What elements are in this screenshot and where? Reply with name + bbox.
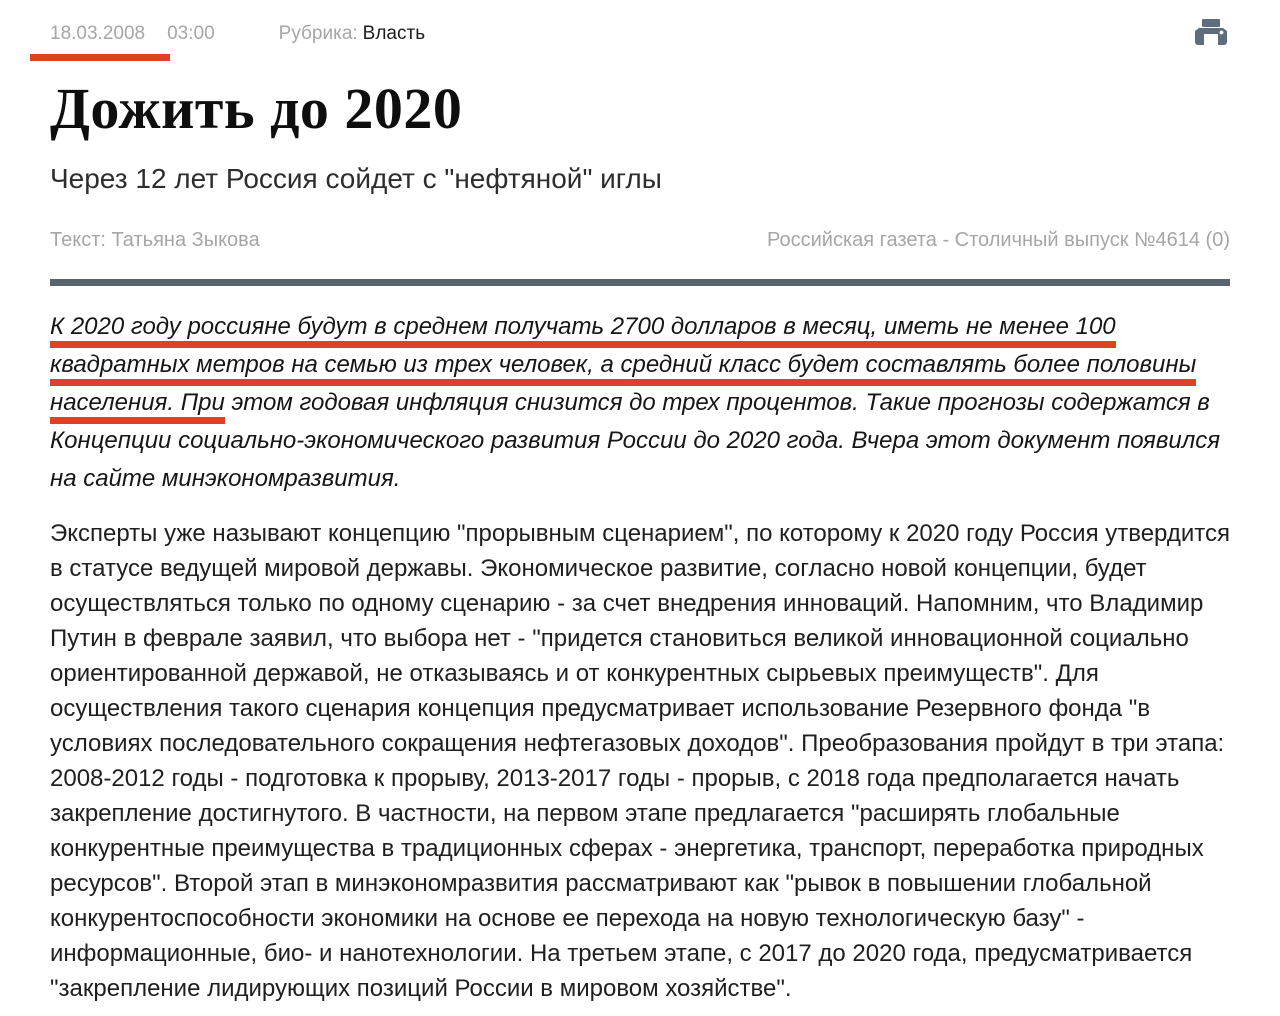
publish-date-wrap [50, 22, 215, 46]
lead-rest-text: этом годовая инфляция снизится до трех процентов. Такие прогнозы содержатся в Концепции социально-экономического развития России до 2020 года. Вчера этот документ появился на сайте минэкономразвития. [50, 389, 1221, 492]
byline-author: Татьяна Зыкова [111, 229, 260, 251]
date-accent-underline [30, 54, 170, 61]
lead-highlighted-text: К 2020 году россияне будут в среднем получать 2700 долларов в месяц, иметь не менее 100 квадратных метров на семью из трех человек, а средний класс будет составлять более половины населения. При [50, 313, 1196, 424]
source-issue: Российская газета - Столичный выпуск №4614 (0) [767, 229, 1230, 251]
article-title: Дожить до 2020 [50, 76, 463, 141]
article-subtitle: Через 12 лет Россия сойдет с "нефтяной" иглы [50, 163, 662, 194]
publish-time: 03:00 [167, 23, 215, 44]
section-divider [50, 279, 1230, 286]
byline-row [50, 227, 1230, 253]
article-meta [50, 22, 1230, 54]
print-button[interactable] [1192, 18, 1230, 54]
rubric-label: Рубрика: [278, 23, 358, 44]
lead-paragraph [50, 308, 1230, 498]
byline-label: Текст: [50, 229, 106, 251]
body-paragraph: Эксперты уже называют концепцию "прорывным сценарием", по которому к 2020 году Россия утвердится в статусе ведущей мировой державы. Экономическое развитие, согласно новой концепции, будет осуществляться только по одному сценарию - за счет внедрения инноваций. Напомним, что Владимир Путин в феврале заявил, что выбора нет - "придется становиться великой инновационной социально ориентированной державой, не отказываясь и от конкурентных сырьевых преимуществ". Для осуществления такого сценария концепция предусматривает использование Резервного фонда "в условиях последовательного сокращения нефтегазовых доходов". Преобразования пройдут в три этапа: 2008-2012 годы - подготовка к прорыву, 2013-2017 годы - прорыв, с 2018 года предполагается начать закрепление достигнутого. В частности, на первом этапе предлагается "расширять глобальные конкурентные преимущества в традиционных сферах - энергетика, транспорт, переработка природных ресурсов". Второй этап в минэкономразвития рассматривают как "рывок в повышении глобальной конкурентоспособности экономики на основе ее перехода на новую технологическую базу" - информационные, био- и нанотехнологии. На третьем этапе, с 2017 до 2020 года, предусматривается "закрепление лидирующих позиций России в мировом хозяйстве". [50, 520, 1230, 1002]
byline [50, 227, 260, 253]
publish-date: 18.03.2008 [50, 23, 146, 44]
printer-icon [1192, 18, 1230, 51]
rubric [279, 22, 425, 46]
rubric-link[interactable]: Власть [362, 23, 426, 44]
